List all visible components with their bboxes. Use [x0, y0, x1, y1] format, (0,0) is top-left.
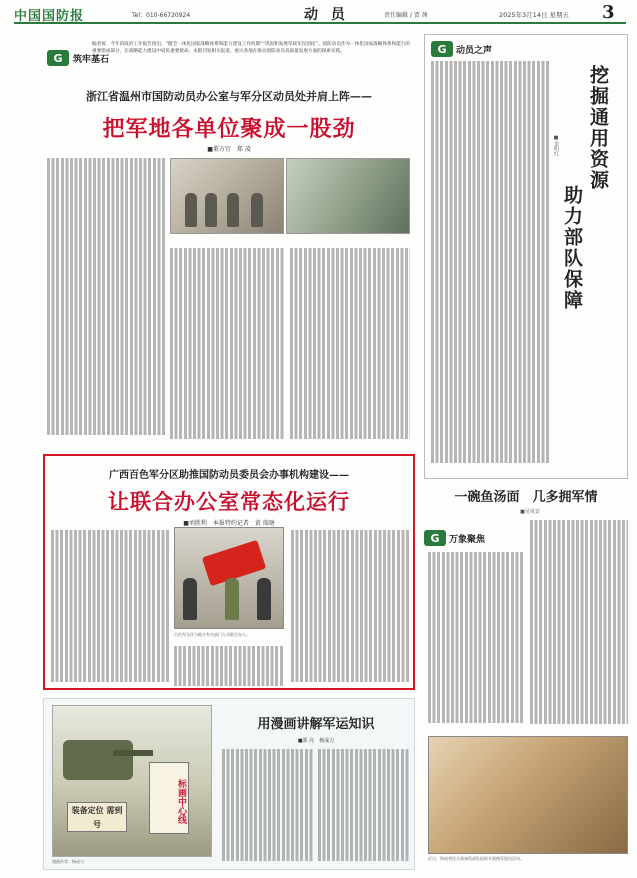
right-article3-photo: [428, 736, 628, 854]
sidebar-byline: ■金明红: [553, 135, 559, 156]
g-logo-icon: G: [424, 530, 446, 546]
right-body-col2: [530, 520, 628, 730]
sidebar-body: [431, 61, 549, 471]
sidebar-box: [424, 34, 628, 479]
right-body-col1: [428, 552, 524, 730]
editor-note-text: 编者按 今年的政府工作报告指出，“健全一体化国家战略体系和能力建设工作机制”“巩固和发展军政军民团结”。国防动员作为一体化国家战略体系和能力的重要组成部分，在战略能力建设中肩负重要使命。本版刊发相关报道，展示各地在推动国防动员高质量发展方面的探索实践。: [92, 42, 410, 54]
sidebar-tag-label: 动员之声: [456, 45, 493, 56]
right-article2-byline: ■吴凤安: [520, 509, 540, 515]
masthead-date: 2025年3月14日 星期五: [499, 11, 570, 19]
comic-body-col2: [318, 749, 410, 863]
article2-body-col1: [51, 530, 169, 686]
comic-sign-1: 装备定位 需到号: [67, 802, 127, 832]
masthead: [14, 4, 626, 24]
masthead-tel: Tel：010-66720924: [132, 12, 191, 19]
article1-body-col3: [290, 248, 410, 444]
newspaper-logo: 中国国防报: [14, 9, 85, 24]
comic-sign-2: 标画中心线: [149, 762, 189, 834]
article1-title: 把军地各单位聚成一股劲: [102, 116, 356, 142]
article1-body-col1: [47, 158, 165, 444]
article2-body-col3: [291, 530, 409, 686]
section-name: 动 员: [304, 7, 349, 23]
sidebar-tag: [431, 41, 492, 57]
sidebar-headline-col2: 助力部队保障: [561, 185, 583, 311]
article2-box: [43, 454, 415, 690]
comic-caption: 漫画作者：杨成力: [52, 859, 84, 864]
g-logo-icon: G: [47, 50, 69, 66]
right-article2-title: 一碗鱼汤面 几多拥军情: [454, 490, 598, 505]
article1-body-col2: [170, 248, 284, 444]
comic-byline: ■郭 亮 杨成力: [297, 738, 335, 744]
comic-body-col1: [222, 749, 314, 863]
editor-note: [92, 41, 410, 81]
article2-kicker: 广西百色军分区助推国防动员委员会办事机构建设——: [109, 470, 349, 481]
column-tag-label: 筑牢基石: [73, 54, 110, 65]
article2-body-col2: [174, 646, 284, 686]
right-article3-tag: [424, 530, 485, 546]
masthead-editor: 责任编辑 / 贾 茜: [384, 12, 428, 19]
article1-photo: [170, 158, 284, 234]
article2-title: 让联合办公室常态化运行: [108, 489, 350, 514]
tank-icon: [63, 740, 133, 780]
comic-section: [43, 698, 415, 870]
article2-byline: ■刘胜利 本报特约记者 黄 瑞瑭: [183, 520, 275, 527]
article1-byline: ■董方宜 郑 凌: [207, 146, 251, 153]
comic-illustration: [52, 705, 212, 857]
page-number: 3: [602, 2, 615, 23]
article2-photo-caption: 百色军分区与地方有关部门人员联合办公。: [174, 632, 250, 637]
article1-photo-2: [286, 158, 410, 234]
right-article3-photo-caption: 近日，海南省民兵预备役部队组织开展拥军慰问活动。: [428, 856, 524, 861]
g-logo-icon: G: [431, 41, 453, 57]
sidebar-headline-col1: 挖掘通用资源: [587, 65, 609, 191]
article1-kicker: 浙江省温州市国防动员办公室与军分区动员处并肩上阵——: [86, 90, 372, 103]
article2-photo: [174, 527, 284, 629]
comic-title: 用漫画讲解军运知识: [257, 717, 375, 732]
right-article3-tag-label: 万象聚焦: [449, 534, 486, 545]
